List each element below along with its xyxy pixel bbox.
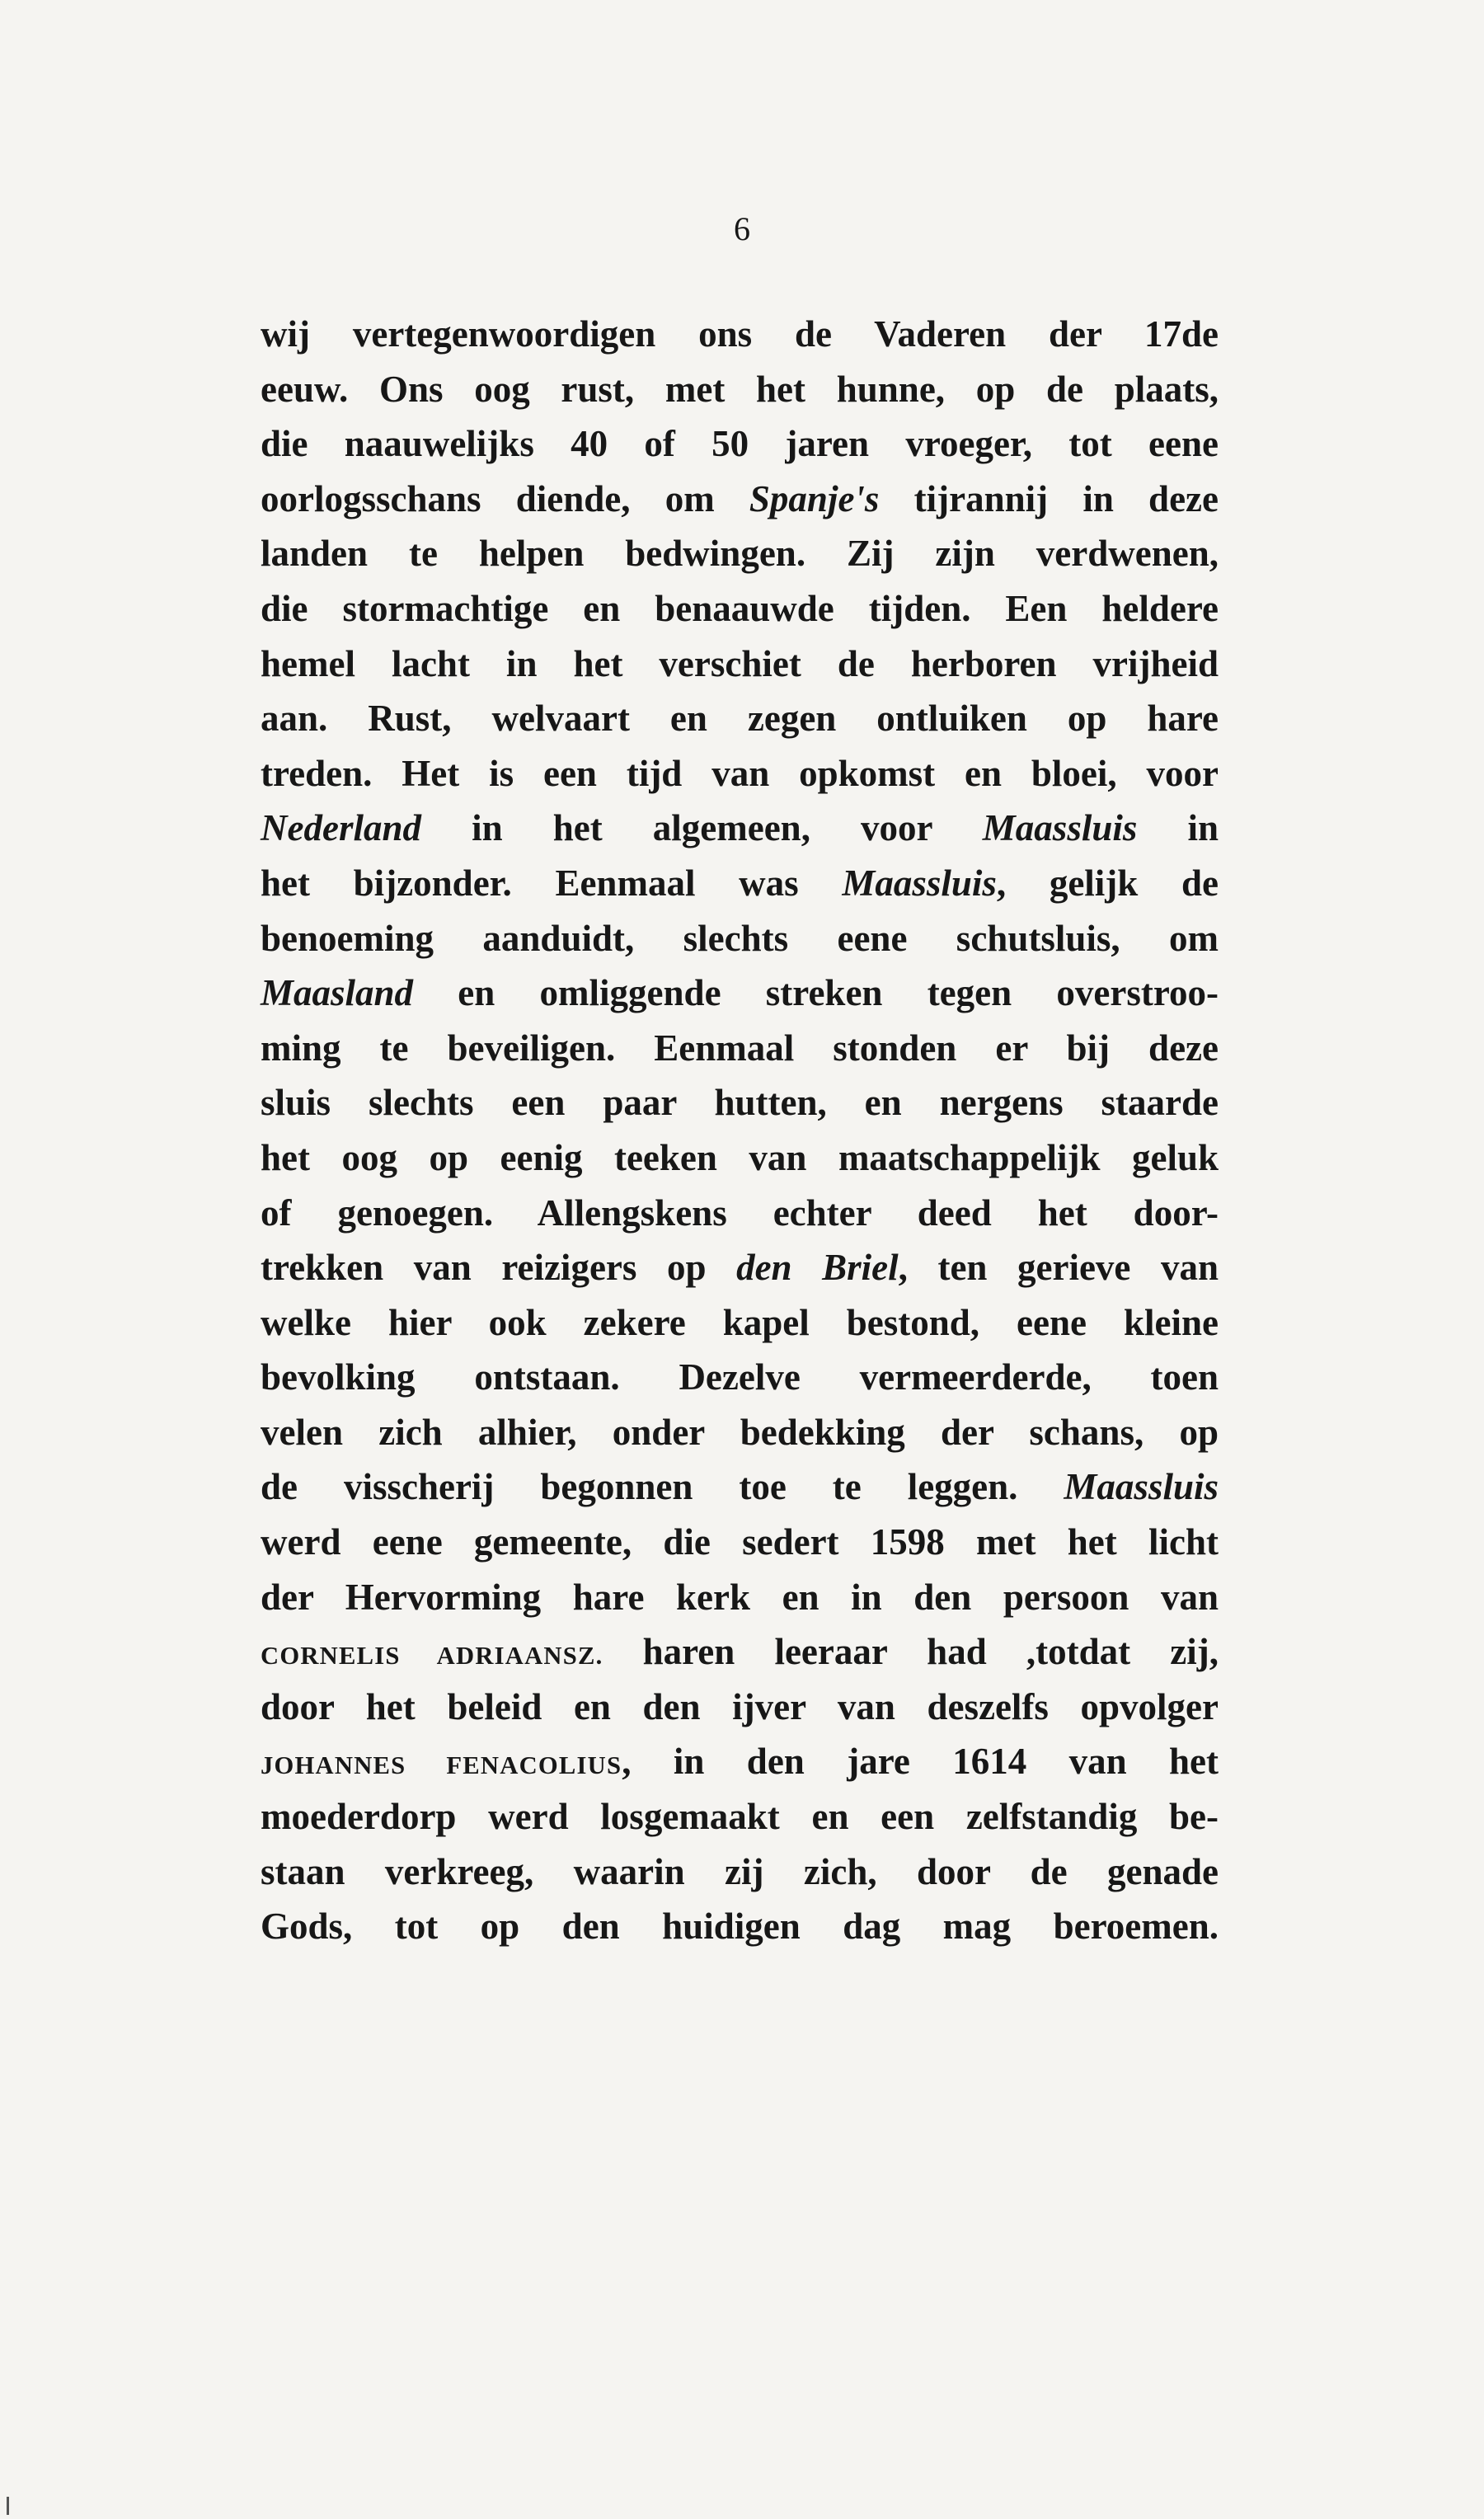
scan-margin-mark — [7, 2497, 9, 2515]
text-line — [261, 307, 1219, 362]
text-line — [261, 1405, 1219, 1460]
text-run: hemel lacht in het verschiet de herboren vrijheid — [261, 642, 1219, 684]
text-run: werd eene gemeente, die sedert 1598 met het licht — [261, 1521, 1219, 1563]
text-line — [261, 1021, 1219, 1076]
text-run: tijrannij in deze — [879, 477, 1219, 519]
text-line — [261, 1186, 1219, 1241]
text-line — [261, 1459, 1219, 1515]
italic-run: Maassluis — [842, 862, 997, 904]
text-run: de visscherij begonnen toe te leggen. — [261, 1466, 1064, 1508]
text-run: wij vertegenwoordigen ons de Vaderen der 17de — [261, 313, 1219, 355]
text-run: , ten gerieve van — [898, 1247, 1219, 1289]
text-line — [261, 1845, 1219, 1900]
text-run: staan verkreeg, waarin zij zich, door de genade — [261, 1850, 1219, 1892]
text-run: aan. Rust, welvaart en zegen ontluiken op hare — [261, 698, 1219, 740]
text-run: in het algemeen, voor — [421, 807, 983, 849]
text-run: die stormachtige en benaauwde tijden. Een heldere — [261, 587, 1219, 629]
text-line — [261, 801, 1219, 856]
page-number: 6 — [734, 210, 750, 247]
text-run: , in den jare 1614 van het — [622, 1741, 1219, 1783]
text-run: het oog op eenig teeken van maatschappelijk geluk — [261, 1136, 1219, 1178]
text-run: der Hervorming hare kerk en in den persoon van — [261, 1576, 1219, 1618]
text-run: haren leeraar had ,totdat zij, — [603, 1631, 1219, 1673]
text-line — [261, 1899, 1219, 1954]
text-run: door het beleid en den ijver van deszelfs opvolger — [261, 1685, 1219, 1727]
text-line — [261, 1350, 1219, 1405]
italic-run: den Briel — [736, 1247, 899, 1289]
text-run: treden. Het is een tijd van opkomst en bloei, voor — [261, 752, 1219, 794]
text-line — [261, 1515, 1219, 1570]
text-line — [261, 1789, 1219, 1845]
text-line — [261, 416, 1219, 472]
text-run: velen zich alhier, onder bedekking der schans, op — [261, 1411, 1219, 1453]
text-line — [261, 691, 1219, 746]
text-run: die naauwelijks 40 of 50 jaren vroeger, tot eene — [261, 423, 1219, 465]
text-line — [261, 637, 1219, 692]
text-line — [261, 1240, 1219, 1295]
text-run: in — [1137, 807, 1219, 849]
text-run: Gods, tot op den huidigen dag mag beroemen. — [261, 1906, 1219, 1948]
text-line — [261, 746, 1219, 801]
text-run: moederdorp werd losgemaakt en een zelfstandig be- — [261, 1796, 1219, 1838]
text-run: sluis slechts een paar hutten, en nergens staarde — [261, 1082, 1219, 1124]
text-line — [261, 1624, 1219, 1680]
text-line — [261, 526, 1219, 581]
text-line — [261, 362, 1219, 417]
text-run: het bijzonder. Eenmaal was — [261, 862, 843, 904]
text-line — [261, 1130, 1219, 1186]
text-run: of genoegen. Allengskens echter deed het door- — [261, 1191, 1219, 1234]
italic-run: Maassluis — [982, 807, 1138, 849]
small-caps-run: CORNELIS ADRIAANSZ. — [261, 1642, 603, 1671]
text-run: welke hier ook zekere kapel bestond, eene kleine — [261, 1301, 1219, 1343]
small-caps-run: JOHANNES FENACOLIUS — [261, 1751, 622, 1780]
text-line — [261, 472, 1219, 527]
text-run: bevolking ontstaan. Dezelve vermeerderde, toen — [261, 1356, 1219, 1398]
text-line — [261, 1570, 1219, 1625]
italic-run: Spanje's — [749, 477, 880, 519]
italic-run: Maasland — [261, 972, 414, 1014]
text-run: landen te helpen bedwingen. Zij zijn verdwenen, — [261, 533, 1219, 575]
text-run: , gelijk de — [996, 862, 1219, 904]
text-line — [261, 856, 1219, 911]
text-line — [261, 1680, 1219, 1735]
text-line — [261, 1295, 1219, 1351]
text-run: en omliggende streken tegen overstroo- — [413, 972, 1219, 1014]
italic-run: Nederland — [261, 807, 421, 849]
body-text — [261, 307, 1219, 1954]
text-run: eeuw. Ons oog rust, met het hunne, op de plaats, — [261, 368, 1219, 410]
text-line — [261, 911, 1219, 966]
text-line — [261, 1075, 1219, 1130]
text-line — [261, 1734, 1219, 1789]
text-run: oorlogsschans diende, om — [261, 477, 749, 519]
italic-run: Maassluis — [1064, 1466, 1219, 1508]
text-run: benoeming aanduidt, slechts eene schutsluis, om — [261, 917, 1219, 959]
text-line — [261, 966, 1219, 1021]
text-run: trekken van reizigers op — [261, 1247, 737, 1289]
text-line — [261, 581, 1219, 637]
text-run: ming te beveiligen. Eenmaal stonden er bij deze — [261, 1027, 1219, 1069]
